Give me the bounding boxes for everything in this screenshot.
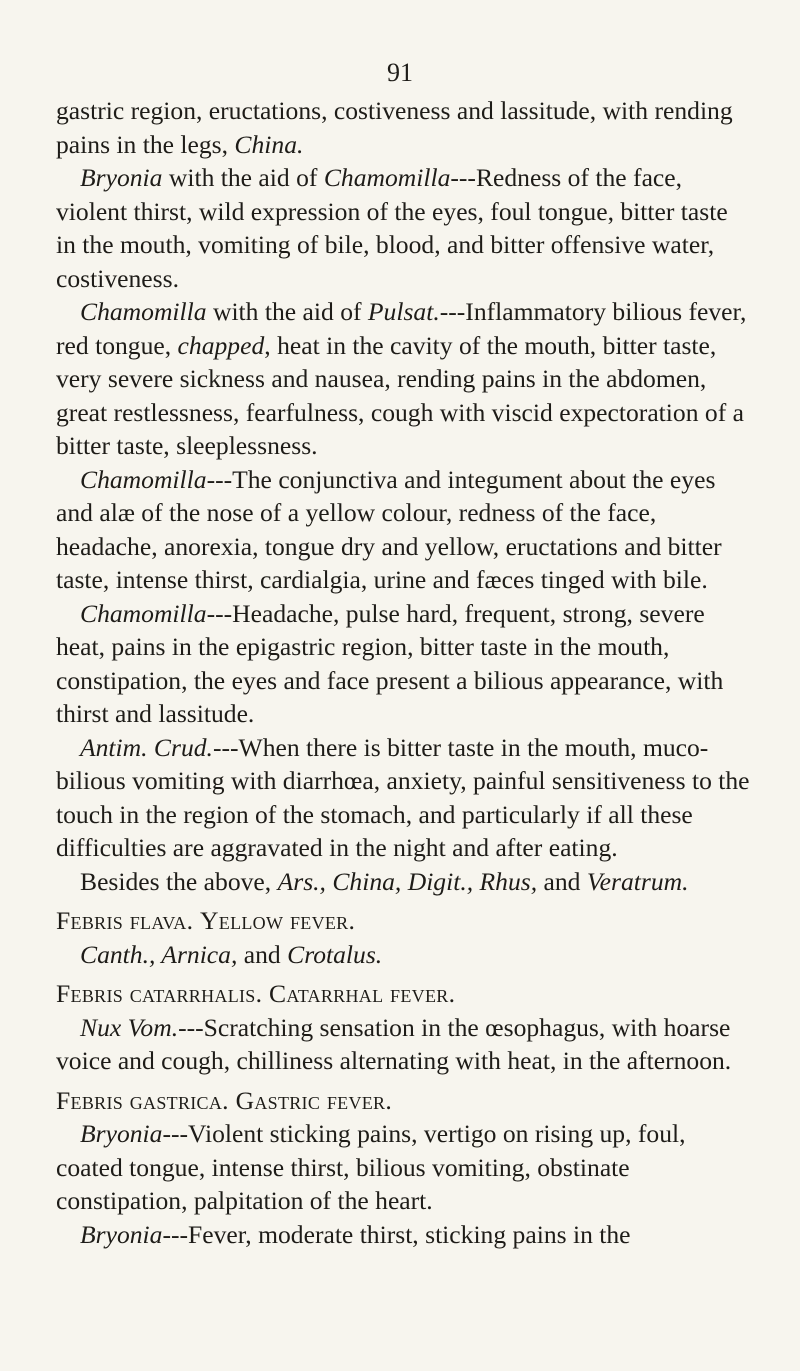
remedy-name: Veratrum. [586, 866, 689, 896]
paragraph: Bryonia---Violent sticking pains, vertigo on rising up, foul, coated tongue, intense thirst, bilious vomiting, obstinate constipation, palpitation of the heart. [56, 1119, 686, 1215]
paragraph: Chamomilla---Headache, pulse hard, frequent, strong, severe heat, pains in the epigastric region, bitter taste in the mouth, constipation, the eyes and face present a bilious appearance, with thirst and lassitude. [56, 598, 724, 728]
remedy-name: Pulsat. [367, 297, 440, 326]
remedy-name: Chamomilla [80, 464, 207, 494]
section-english-title: Catarrhal fever. [269, 979, 456, 1008]
remedy-name: Canth., Arnica, [80, 939, 238, 969]
section-latin-title: Febris catarrhalis. [56, 979, 263, 1008]
paragraph: Bryonia---Fever, moderate thirst, sticking pains in the [80, 1219, 631, 1249]
paragraph: Chamomilla---The conjunctiva and integument about the eyes and alæ of the nose of a yellow colour, redness of the face, headache, anorexia, tongue dry and yellow, eructations and bitter taste, intense thirst, cardialgia, urine and fæces tinged with bile. [56, 464, 722, 594]
section-heading [56, 977, 750, 1011]
section-english-title: Gastric fever. [235, 1085, 393, 1115]
paragraph: Chamomilla with the aid of Pulsat.---Inflammatory bilious fever, red tongue, chapped, heat in the cavity of the mouth, bitter taste, very severe sickness and nausea, rending pains in the abdomen, great restlessness, fearfulness, cough with viscid expectoration of a bitter taste, sleeplessness. [56, 297, 747, 460]
remedy-name: Chamomilla [323, 163, 451, 192]
remedy-name: Ars., China, Digit., Rhus, [277, 866, 538, 896]
section-heading [56, 904, 750, 938]
remedy-name: Antim. Crud. [80, 732, 213, 762]
remedy-name: Crotalus. [287, 939, 383, 969]
remedy-name: Bryonia [80, 1119, 163, 1148]
paragraph: Besides the above, Ars., China, Digit., Rhus, and Veratrum. [80, 866, 689, 896]
remedy-name: China. [234, 129, 304, 159]
page-body [56, 94, 750, 1251]
paragraph: Nux Vom.---Scratching sensation in the œsophagus, with hoarse voice and cough, chilliness alternating with heat, in the afternoon. [56, 1012, 732, 1075]
section-latin-title: Febris flava. [56, 906, 194, 935]
page-number: 91 [387, 58, 413, 87]
paragraph: Canth., Arnica, and Crotalus. [80, 939, 383, 969]
section-english-title: Yellow fever. [200, 906, 356, 935]
remedy-name: Nux Vom. [80, 1012, 179, 1042]
remedy-name: Bryonia [80, 1219, 163, 1249]
section-latin-title: Febris gastrica. [56, 1085, 229, 1115]
emphasis: chapped [177, 330, 265, 360]
remedy-name: Chamomilla [80, 598, 207, 628]
section-heading [56, 1084, 750, 1118]
remedy-name: Bryonia [80, 163, 163, 192]
paragraph: gastric region, eructations, costiveness and lassitude, with rending pains in the legs, China. [56, 96, 733, 159]
remedy-name: Chamomilla [80, 297, 207, 326]
paragraph: Bryonia with the aid of Chamomilla---Redness of the face, violent thirst, wild expression of the eyes, foul tongue, bitter taste in the mouth, vomiting of bile, blood, and bitter offensive water, costiveness. [56, 163, 728, 293]
paragraph: Antim. Crud.---When there is bitter taste in the mouth, muco-bilious vomiting with diarrhœa, anxiety, painful sensitiveness to the touch in the region of the stomach, and particularly if all these difficulties are aggravated in the night and after eating. [56, 732, 750, 862]
